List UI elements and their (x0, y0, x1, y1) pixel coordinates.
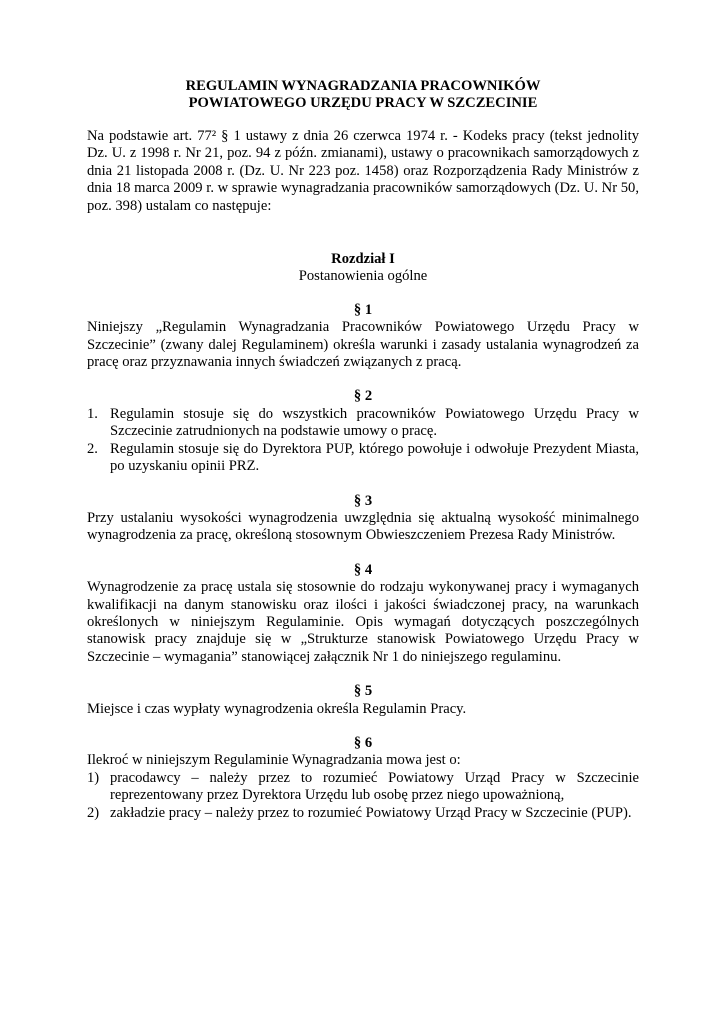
list-item (87, 770, 639, 805)
list-item-text: pracodawcy – należy przez to rozumieć Powiatowy Urząd Pracy w Szczecinie reprezentowany przez Dyrektora Urzędu lub osobę przez niego upoważnioną, (110, 769, 639, 804)
list-item-text: Regulamin stosuje się do Dyrektora PUP, którego powołuje i odwołuje Prezydent Miasta, po uzyskaniu opinii PRZ. (110, 440, 639, 475)
chapter-subtitle: Postanowienia ogólne (298, 268, 428, 285)
title-line-1: REGULAMIN WYNAGRADZANIA PRACOWNIKÓW (185, 78, 541, 94)
section-5-heading: § 5 (353, 683, 373, 700)
section-5-text: Miejsce i czas wypłaty wynagrodzenia określa Regulamin Pracy. (87, 700, 467, 717)
list-item-number: 2. (87, 440, 98, 457)
chapter-heading: Rozdział I (331, 251, 395, 268)
section-3-heading: § 3 (353, 492, 373, 509)
section-6-intro: Ilekroć w niniejszym Regulaminie Wynagradzania mowa jest o: (87, 752, 461, 769)
list-item-text: Regulamin stosuje się do wszystkich pracowników Powiatowego Urzędu Pracy w Szczecinie zatrudnionych na podstawie umowy o pracę. (110, 405, 639, 440)
title-line-2: POWIATOWEGO URZĘDU PRACY W SZCZECINIE (188, 94, 538, 111)
section-4-text: Wynagrodzenie za pracę ustala się stosownie do rodzaju wykonywanej pracy i wymaganych kwalifikacji na danym stanowisku oraz ilości i jakości świadczonej pracy, na warunkach określonych w niniejszym Regulaminie. Opis wymagań dotyczących poszczególnych stanowisk pracy znajduje się w „Strukturze stanowisk Powiatowego Urzędu Pracy w Szczecinie – wymagania” stanowiącej załącznik Nr 1 do niniejszego regulaminu. (87, 579, 639, 665)
section-2-list (87, 406, 639, 476)
list-item-number: 1. (87, 405, 98, 422)
list-item-text: zakładzie pracy – należy przez to rozumieć Powiatowy Urząd Pracy w Szczecinie (PUP). (110, 804, 632, 821)
document-page (87, 78, 639, 822)
section-1-heading: § 1 (353, 301, 373, 318)
preamble-paragraph: Na podstawie art. 77² § 1 ustawy z dnia 26 czerwca 1974 r. - Kodeks pracy (tekst jednolity Dz. U. z 1998 r. Nr 21, poz. 94 z późn. zmianami), ustawy o pracownikach samorządowych z dnia 21 listopada 2008 r. (Dz. U. Nr 223 poz. 1458) oraz Rozporządzenia Rady Ministrów z dnia 18 marca 2009 r. w sprawie wynagradzania pracowników samorządowych (Dz. U. Nr 50, poz. 398) ustalam co następuje: (87, 128, 639, 214)
list-item-number: 1) (87, 769, 100, 786)
list-item (87, 441, 639, 476)
section-2-heading: § 2 (353, 388, 373, 405)
list-item (87, 805, 639, 822)
document-title (87, 78, 639, 111)
list-item (87, 406, 639, 441)
section-4-heading: § 4 (353, 561, 373, 578)
section-6-list (87, 770, 639, 822)
section-3-text: Przy ustalaniu wysokości wynagrodzenia uwzględnia się aktualną wysokość minimalnego wynagrodzenia za pracę, określoną stosownym Obwieszczeniem Prezesa Rady Ministrów. (87, 509, 639, 544)
list-item-number: 2) (87, 804, 100, 821)
section-1-text: Niniejszy „Regulamin Wynagradzania Pracowników Powiatowego Urzędu Pracy w Szczecinie” (zwany dalej Regulaminem) określa warunki i zasady ustalania wynagrodzeń za pracę oraz przyznawania innych świadczeń związanych z pracą. (87, 319, 639, 371)
section-6-heading: § 6 (353, 734, 373, 751)
